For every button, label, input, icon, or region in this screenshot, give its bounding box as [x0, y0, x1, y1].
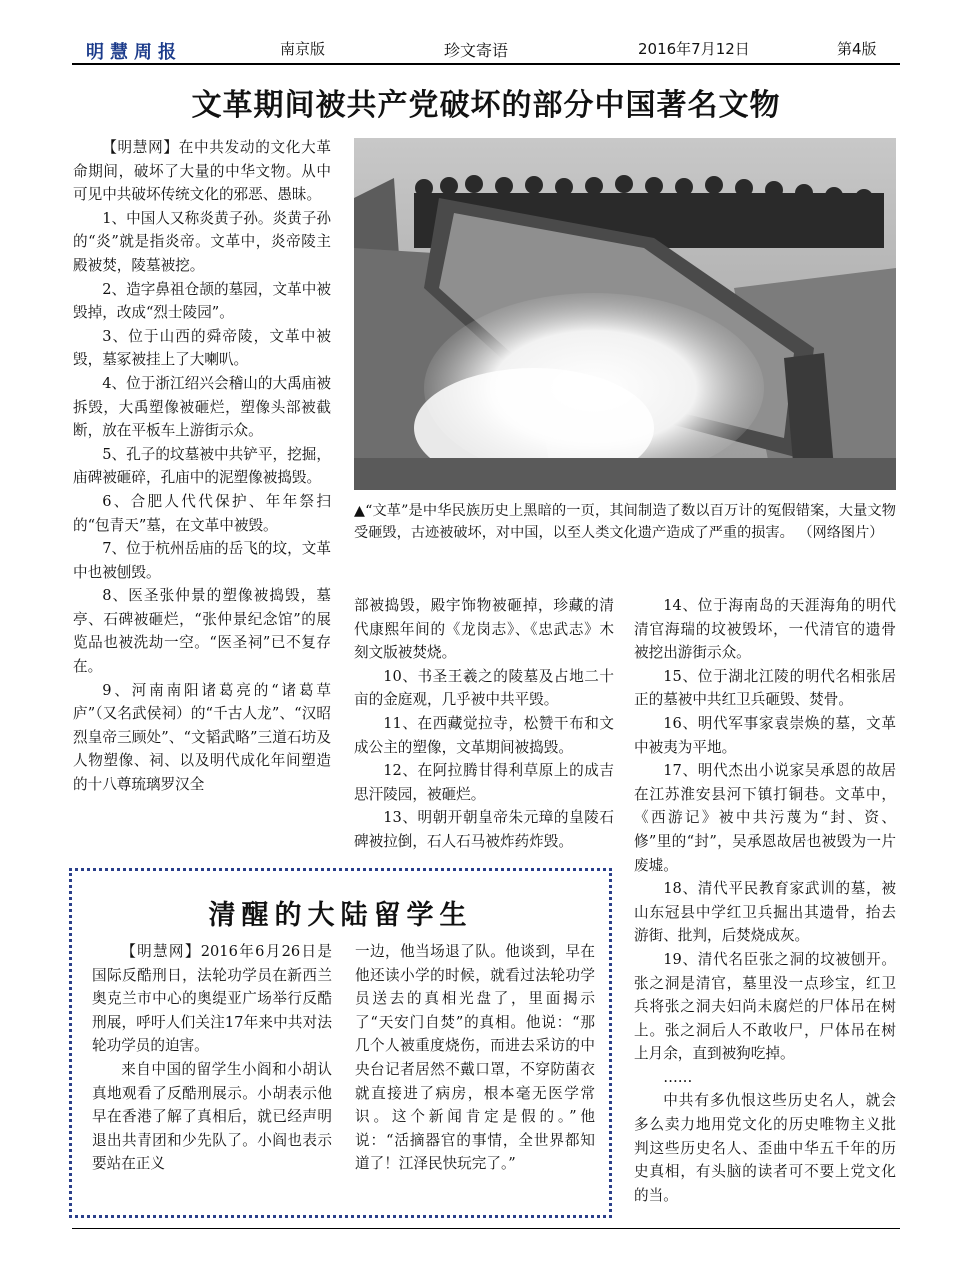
- sidebar-paragraph: 【明慧网】2016年6月26日是国际反酷刑日，法轮功学员在新西兰奥克兰市中心的奥缇亚广场举行反酷刑展，呼吁人们关注17年来中共对法轮功学员的迫害。: [92, 943, 332, 1055]
- article-paragraph: 16、明代军事家袁崇焕的墓，文革中被夷为平地。: [634, 714, 896, 756]
- article-paragraph: 部被捣毁，殿宇饰物被砸掉，珍藏的清代康熙年间的《龙岗志》、《忠武志》木刻文版被焚烧。: [354, 597, 614, 662]
- sidebar-paragraph: 来自中国的留学生小阎和小胡认真地观看了反酷刑展示。小胡表示他早在香港了解了真相后，就已经声明退出共青团和少先队了。小阎也表示要站在正义: [92, 1060, 332, 1173]
- article-paragraph: 14、位于海南岛的天涯海角的明代清官海瑞的坟被毁坏，一代清官的遗骨被挖出游街示众。: [634, 597, 896, 662]
- article-paragraph: 5、孔子的坟墓被中共铲平，挖掘，庙碑被砸碎，孔庙中的泥塑像被捣毁。: [73, 445, 331, 487]
- header-rule: [72, 63, 900, 65]
- article-paragraph: 12、在阿拉腾甘得利草原上的成吉思汗陵园，被砸烂。: [354, 762, 614, 803]
- article-column-3: [634, 594, 896, 1207]
- article-column-2: [354, 594, 614, 854]
- sidebar-paragraph: 一边，他当场退了队。他谈到，早在他还读小学的时候，就看过法轮功学员送去的真相光盘了，里面揭示了“天安门自焚”的真相。他说：“那几个人被重度烧伤，而进去采访的中央台记者居然不戴口罩，不穿防菌衣就直接进了病房，根本毫无医学常识。这个新闻肯定是假的。”他说：“活摘器官的事情，全世界都知道了！江泽民快玩完了。”: [355, 943, 595, 1173]
- article-paragraph: 中共有多仇恨这些历史名人，就会多么卖力地用党文化的历史唯物主义批判这些历史名人、歪曲中华五千年的历史真相，有头脑的读者可不要上党文化的当。: [634, 1092, 896, 1204]
- masthead-logo: 明慧周报: [86, 42, 182, 63]
- article-paragraph: 8、医圣张仲景的塑像被捣毁，墓亭、石碑被砸烂，“张仲景纪念馆”的展览品也被洗劫一空。“医圣祠”已不复存在。: [73, 587, 331, 676]
- article-paragraph: 2、造字鼻祖仓颉的墓园，文革中被毁掉，改成“烈士陵园”。: [73, 280, 331, 322]
- article-column-1: [73, 136, 331, 797]
- sidebar-title: 清醒的大陆留学生: [208, 900, 473, 931]
- article-paragraph: 6、合肥人代代保护、年年祭扫的“包青天”墓，在文革中被毁。: [73, 492, 331, 534]
- issue-date: 2016年7月12日: [638, 40, 750, 58]
- masthead: [72, 38, 900, 64]
- article-paragraph: 17、明代杰出小说家吴承恩的故居在江苏淮安县河下镇打铜巷。文革中，《西游记》被中共污蔑为“封、资、修”里的“封”，吴承恩故居也被毁为一片废墟。: [634, 762, 896, 874]
- article-paragraph: 1、中国人又称炎黄子孙。炎黄子孙的“炎”就是指炎帝。文革中，炎帝陵主殿被焚，陵墓被挖。: [73, 209, 331, 274]
- article-paragraph: 13、明朝开朝皇帝朱元璋的皇陵石碑被拉倒，石人石马被炸药炸毁。: [354, 809, 614, 850]
- article-paragraph: 7、位于杭州岳庙的岳飞的坟，文革中也被刨毁。: [73, 540, 331, 581]
- article-headline: 文革期间被共产党破坏的部分中国著名文物: [191, 88, 781, 123]
- sidebar-column-2: [355, 940, 595, 1176]
- footer-rule: [72, 1228, 900, 1229]
- photo-caption: ▲“文革”是中华民族历史上黑暗的一页，其间制造了数以百万计的冤假错案，大量文物受砸毁，古迹被破坏，对中国，以至人类文化遗产造成了严重的损害。 （网络图片）: [354, 503, 896, 541]
- article-paragraph: 3、位于山西的舜帝陵，文革中被毁，墓冢被挂上了大喇叭。: [73, 327, 331, 369]
- sidebar-box: [69, 868, 612, 1218]
- page-number: 第4版: [837, 40, 877, 58]
- article-paragraph: 18、清代平民教育家武训的墓，被山东冠县中学红卫兵掘出其遗骨，抬去游街、批判，后焚烧成灰。: [634, 880, 896, 945]
- sidebar-column-1: [92, 940, 332, 1176]
- article-paragraph: 19、清代名臣张之洞的坟被刨开。张之洞是清官，墓里没一点珍宝，红卫兵将张之洞夫妇尚未腐烂的尸体吊在树上。张之洞后人不敢收尸，尸体吊在树上月余，直到被狗吃掉。: [634, 950, 896, 1063]
- article-paragraph: 【明慧网】在中共发动的文化大革命期间，破坏了大量的中华文物。从中可见中共破坏传统文化的邪恶、愚昧。: [73, 139, 331, 204]
- news-photo: [354, 138, 896, 490]
- article-paragraph: 10、书圣王羲之的陵墓及占地二十亩的金庭观，几乎被中共平毁。: [354, 667, 614, 709]
- article-ellipsis: ……: [663, 1068, 693, 1086]
- article-paragraph: 4、位于浙江绍兴会稽山的大禹庙被拆毁，大禹塑像被砸烂，塑像头部被截断，放在平板车上游街示众。: [73, 374, 331, 440]
- article-paragraph: 11、在西藏觉拉寺，松赞干布和文成公主的塑像，文革期间被捣毁。: [354, 714, 614, 756]
- article-paragraph: 15、位于湖北江陵的明代名相张居正的墓被中共红卫兵砸毁、焚骨。: [634, 667, 896, 709]
- photo-illustration: [354, 138, 896, 490]
- article-paragraph: 9、河南南阳诸葛亮的“诸葛草庐”（又名武侯祠）的“千古人龙”、“汉昭烈皇帝三顾处”、“文韬武略”三道石坊及人物塑像、祠、以及明代成化年间塑造的十八尊琉璃罗汉全: [73, 681, 331, 794]
- edition-label: 南京版: [280, 40, 326, 58]
- column-name: 珍文寄语: [444, 41, 509, 60]
